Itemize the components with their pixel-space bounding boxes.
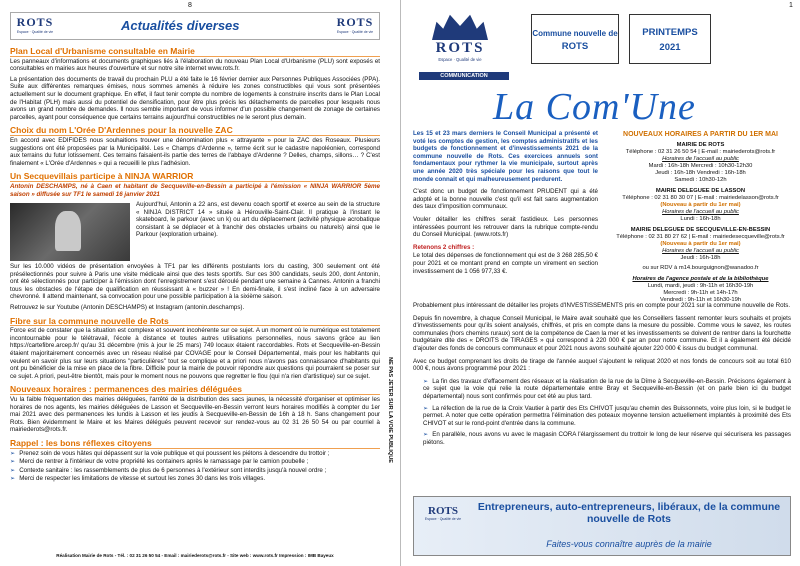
banner-title: Entrepreneurs, auto-entrepreneurs, libéraux, de la commune nouvelle de Rots [477,501,781,525]
article-text: Sur les 10.000 vidéos de présentation envoyées à TF1 par les différents postulants lors du casting, 300 seulement ont été présélectionnés pour suivre à Paris une visite médicale ainsi que des tests sportifs. Sur ces 300 candidats, seuls 200, dont Antonin, ont été sélectionnés pour participer à l'émission dont l'enregistrement s'est déroulé pendant une semaine à Cannes. Antonin a franchi tous les obstacles de l'étape de qualification en réussissant à « buzzer » ! En demi-finale, il s'est incliné face à un adversaire chevronné. Il attend maintenant, sa convocation pour une possible participation à la sixième saison. [10,263,380,301]
article-title-ninja: Un Secquevillais participe à NINJA WARRIOR [10,173,380,182]
list-item: ➢ Merci de respecter les limitations de vitesse et surtout les zones 30 dans les trois villages. [10,475,266,483]
list-item: ➢ La fin des travaux d'effacement des réseaux et la réalisation de la rue de la Dîme à Secqueville-en-Bessin. Précisons également à ce sujet que la voie qui relie la route départementale entre Bray et Secqueville-en-Bessin (et on parle bien ici du budget départemental) nous sont confirmés pour cet été au plus tard. [423,377,791,400]
hours-column [608,130,793,304]
chevron-right-icon: ➢ [423,377,429,385]
article-text: Force est de constater que la situation est complexe et souvent incohérente sur ce sujet. A un moment où le numérique est totalement incontournable pour le télétravail, l'école à distance et toutes autres utilisations personnelles, nous savons grâce au lien https://cartefibre.arcep.fr/ qu'au 31 décembre (mis à jour le 25 mars) 749 locaux étaient raccordables. Rots et Secqueville-en-Bessin étaient majoritairement concernés avec un réseau réalisé par COVAGE pour le Conseil Départemental, mais pour les habitants qui veulent en savoir plus sur leurs situations "particulières" tout se complique et a priori nous n'avons pas connaissance d'habitants qui ont pu bénéficier de la mise en place de la fibre. Difficile pour la mairie de pouvoir répondre aux questions qui pourraient se poser sur ce sujet. A priori, peut-être bientôt, mais pour le moment nous ne pouvons que regretter le flou (qui n'a rien d'artistique) sur ce sujet. [10,327,380,380]
chevron-right-icon: ➢ [10,466,16,474]
investment-section [413,302,791,451]
banner-subtitle: Faites-vous connaître auprès de la mairie [546,539,712,549]
section-title: Actualités diverses [121,18,240,33]
list-item: ➢ Merci de rentrer à l'intérieur de votre propriété les containers après le ramassage par le camion poubelle ; [10,458,309,466]
page-number: 1 [789,2,793,9]
secq-nb: (Nouveau à partir du 1er mai) [660,241,741,247]
list-item: ➢ Prenez soin de vous hâtes qui dépassent sur la voie publique et qui poussent les piétons à descendre du trottoir ; [10,449,330,457]
ninja-photo [10,203,130,261]
agence-title: Horaires de l'agence postale et de la bibliothèque [632,276,769,282]
hours-title: NOUVEAUX HORAIRES A PARTIR DU 1ER MAI [623,131,778,138]
budget-text: C'est donc un budget de fonctionnement PRUDENT qui a été adopté et la bonne nouvelle c'est qu'il est fait sans augmentation des taux d'imposition communaux. [413,188,598,211]
list-item: ➢ En parallèle, nous avons vu avec le magasin CORA l'élargissement du trottoir le long de leur réserve qui sécurisera les passages piétons. [423,431,791,446]
secq-hours: Jeudi : 16h-18h [680,255,721,261]
rots-logo: ROTS Espace · Qualité de vie [424,505,462,521]
chevron-right-icon: ➢ [10,475,16,483]
article-text: En accord avec EDIFIDES nous souhaitions trouver une dénomination plus « attrayante » pour la ZAC des Roseaux. Plusieurs suggestions ont été proposées par la Municipalité. Les « Champs d'Ardenne », terme écrit sur le cadastre napoléonien, correspond aux terrains du futur lotissement. Ces terrains faisaient-ils partie des terres de l'abbaye d'Ardenne ? Delles, champs, sillons… ? C'est finalement « L'Orée d'Ardennes » qui a recueilli le plus l'adhésion. [10,136,380,167]
lasson-hours: Lundi : 16h-18h [680,216,721,222]
chevron-right-icon: ➢ [10,449,16,457]
page-footer: Réalisation Mairie de Rots - Tél. : 02 31 26 50 54 - Email : mairiederots@rots.fr - Site web : www.rots.fr Impression : IMB Bayeux [56,553,334,558]
commune-box: Commune nouvelle de ROTS [531,14,619,64]
right-page [400,0,800,566]
agence-hours: Lundi, mardi, jeudi : 9h-11h et 16h30-19h Mercredi : 9h-11h et 14h-17h Vendredi : 9h-11h et 16h30-19h [647,283,754,303]
invest-text: Depuis fin novembre, à chaque Conseil Municipal, le Maire avait souhaité que les Conseillers fassent remonter leurs souhaits et projets d'investissements pour qu'ils soient analysés, chiffrés, et pris en compte dans la mesure du possible. Comme vous le savez, les routes communales (hors chemins ruraux) sont de la compétence de Caen la mer et les investissements se doivent de rentrer dans la fourchette budgétaire dite des « DROITS de TIRAGES » qui correspond à 220 000 € par an pour notre commune. Et il a également été décidé d'ajouter des fonds de concours communaux et pour 2021 nous avons souhaité ajouter 220 000 € issus du budget communal. [413,314,791,352]
rots-hours: Mardi : 16h-18h Mercredi : 10h30-12h30 Jeudi : 16h-18h Vendredi : 16h-18h Samedi : 10h30-12h [648,163,753,183]
rots-accueil: Horaires de l'accueil au public [662,156,739,162]
fold-notice: NE PAS JETER SUR LA VOIE PUBLIQUE [387,357,393,463]
article-title-zac: Choix du nom L'Orée D'Ardennes pour la nouvelle ZAC [10,127,380,136]
rdv-text: ou sur RDV à m14.bourguignon@wanadoo.fr [642,265,759,271]
intro-text: Les 15 et 23 mars derniers le Conseil Municipal a présenté et voté les comptes de gestion, les comptes administratifs et les budgets de fonctionnement et d'investissements 2021 de la commune nouvelle de Rots. Ces exercices annuels sont fondamentaux pour rythmer la vie municipale, surtout après une année 2020 très spéciale pour les raisons que tout le monde connait et qui malheureusement perdurent. [413,130,598,183]
budget-text: Vouler détailler les chiffres serait fastidieux. Les personnes intéressées pourront les retrouver dans la rubrique compte-rendu du Conseil Municipal. (www.rots.fr) [413,215,598,239]
article-title-plu: Plan Local d'Urbanisme consultable en Mairie [10,48,380,57]
secq-tel: Téléphone : 02 31 80 27 62 | E-mail : mairiedesecqueville@rots.fr [616,234,785,240]
lasson-tel: Téléphone : 02 31 80 30 07 | E-mail : mairiedelasson@rots.fr [622,195,779,201]
retenons-text: Le total des dépenses de fonctionnement qui est de 3 268 285,50 € pour 2021 et ce montant prend en compte un virement en section investissement de 1 056 977,33 €. [413,252,598,275]
rots-logo: ROTS Espace · Qualité de vie [16,15,54,34]
rots-logo-right: ROTS Espace · Qualité de vie [336,15,374,34]
article-lead: Antonin DESCHAMPS, né à Caen et habitant de Secqueville-en-Bessin a participé à l'émission « NINJA WARRIOR 5ème saison » diffusée sur TF1 le samedi 16 janvier 2021 [10,182,380,198]
invest-text: Avec ce budget comprenant les droits de tirage de l'année auquel s'ajoutent le reliquat 2020 et nos fonds de concours soit au total 610 000 €, nous avons programmé pour 2021 : [413,357,791,373]
list-item: ➢ Contexte sanitaire : les rassemblements de plus de 6 personnes à l'extérieur sont interdits jusqu'à nouvel ordre ; [10,466,327,474]
chevron-right-icon: ➢ [423,404,429,412]
list-item: ➢ La réfection de la rue de la Croix Vautier à partir des Ets CHIVOT jusqu'au chemin des Buissonnets, voire plus loin, si le budget le permet. A noter que cette opération permettra l'élimination des poteaux moyenne tension actuellement implantés à proximité des Ets CHIVOT et sur le rond-point d'entrée dans la commune. [423,404,791,427]
lasson-accueil: Horaires de l'accueil au public [662,209,739,215]
rots-tel: Téléphone : 02 31 26 50 54 | E-mail : mairiederots@rots.fr [625,149,776,155]
article-text: Les panneaux d'informations et documents graphiques liés à l'élaboration du nouveau Plan Local d'Urbanisme (PLU) sont exposés et consultables en mairies aux heures d'ouverture et sur notre site internet www.rots.fr. [10,57,380,73]
secq-accueil: Horaires de l'accueil au public [662,248,739,254]
invest-intro: Probablement plus intéressant de détailler les projets d'INVESTISSEMENTS pris en compte pour 2021 sur la commune nouvelle de Rots. [413,302,791,309]
article-title-rappel: Rappel : les bons réflexes citoyens [10,440,380,449]
article-text: Vu la faible fréquentation des mairies déléguées, l'arrêté de la distribution des sacs jaunes, la nécessité d'organiser et optimiser les horaires de nos agents, les mairies déléguées de Lasson et Secqueville-en-Bessin verront leurs horaires modifiés à compter du 1er mai 2021 avec des permanences les lundis à Lasson et les jeudis à Secqueville-en-Bessin de 16h à 18 h. Sans changement pour Rots. Bien évidemment le Maire et les Maires délégués peuvent recevoir sur rendez-vous au 02 31 26 50 54 ou par courriel à mairiederots@rots.fr. [10,396,380,434]
crown-icon [432,12,488,40]
communication-label: COMMUNICATION [419,72,509,80]
page-number: 8 [188,2,192,9]
chevron-right-icon: ➢ [10,458,16,466]
article-title-fibre: Fibre sur la commune nouvelle de Rots [10,318,380,327]
news-column [10,42,380,484]
rots-logo: ROTS Espace · Qualité de vie [419,12,501,72]
section-header [10,12,380,40]
article-title-horaires: Nouveaux horaires : permanences des mairies déléguées [10,386,380,395]
secq-title: MAIRIE DELEGUEE DE SECQUEVILLE-EN-BESSIN [630,227,771,233]
masthead: La Com'Une [493,86,696,128]
rappel-list [10,450,380,483]
article-text: La présentation des documents de travail du prochain PLU a été faite le 16 février dernier aux Personnes Publiques Associées (PPA). Suite aux différentes remarques émises, nous sommes amenés à réduire les zones constructibles qui vous sont présentées actuellement sur le document graphique. En effet, il faut tenir compte du nombre de logements à construire inscrits dans le Plan Local de l'Habitat (PLH) mais aussi du potentiel de densification, pour être plus précis les détachements de parcelles pour lesquels nous avons un grand nombre de demandes. Il nous semble important de vous informer d'un possible changement de zonage de certaines parcelles, ayant pour conséquence que certains terrains aujourd'hui constructibles ne le seront plus demain. [10,75,380,121]
chevron-right-icon: ➢ [423,431,429,439]
rots-title: MAIRIE DE ROTS [676,142,725,148]
article-text: Retrouvez le sur Youtube (Antonin DESCHAMPS) et Instagram (antonin.deschamps). [10,304,245,312]
season-box: PRINTEMPS 2021 [629,14,711,64]
entrepreneurs-banner [413,496,791,556]
article-text: Aujourd'hui, Antonin a 22 ans, est devenu coach sportif et exerce au sein de la structure « NINJA DISTRICT 14 » située à Hérouville-Saint-Clair. Il pratique à l'instant le skateboard, le parkour (avec un k) ou art du déplacement (activité physique acrobatique consistant à se déplacer et à franchir des obstacles urbains ou naturels) ainsi que le Parkour (exploration urbaine). [136,201,380,239]
lasson-nb: (Nouveau à partir du 1er mai) [660,202,741,208]
budget-column [413,130,598,280]
retenons-title: Retenons 2 chiffres : [413,243,475,251]
invest-list [423,378,791,447]
lasson-title: MAIRIE DELEGUEE DE LASSON [655,188,746,194]
